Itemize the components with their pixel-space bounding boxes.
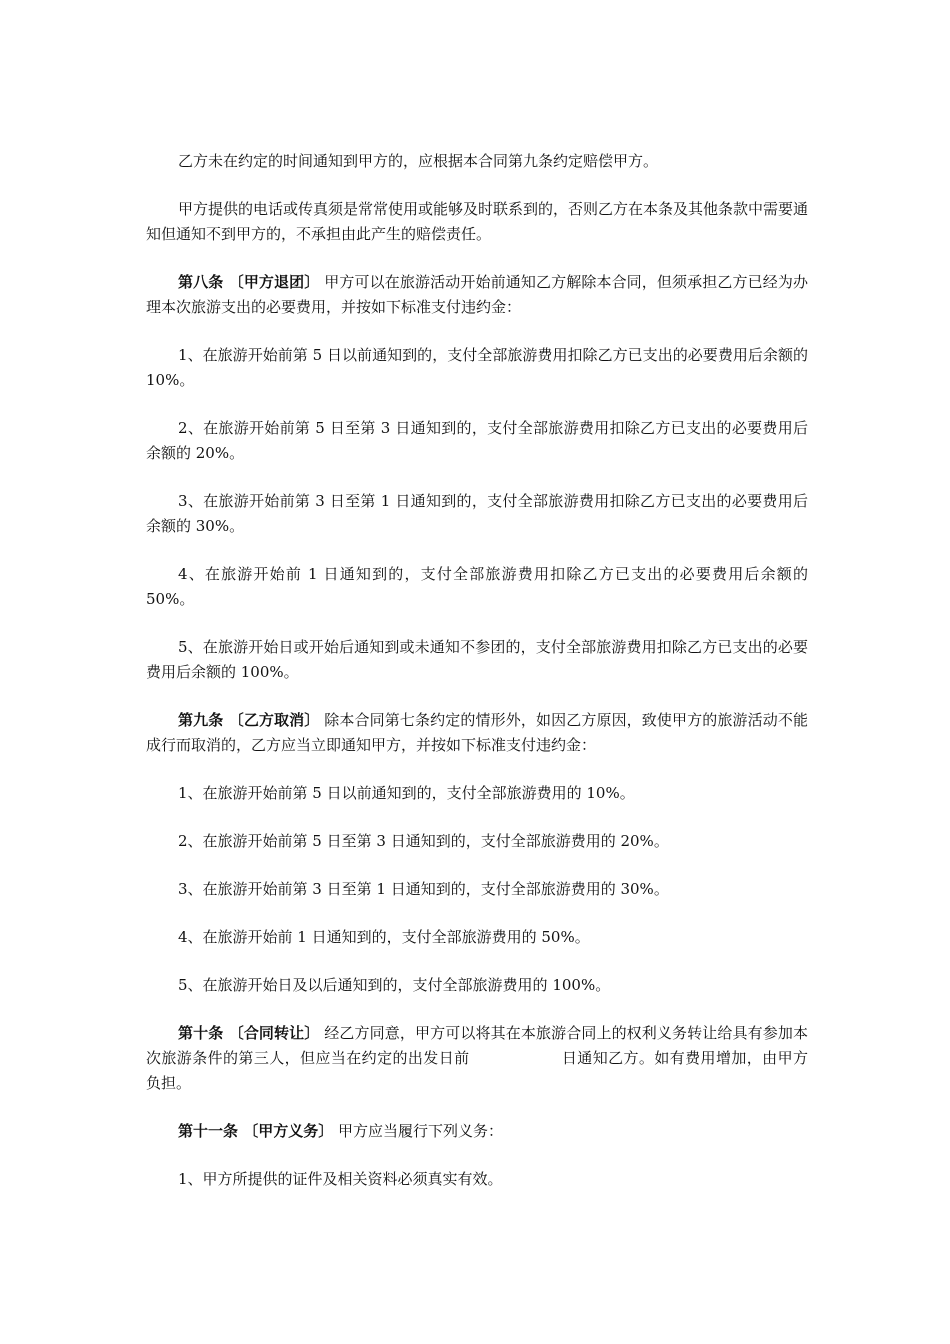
- article-heading: 第八条 〔甲方退团〕: [178, 273, 320, 291]
- paragraph-text-after-blank: 日通知乙方。如有费用增加，由甲方负担。: [146, 1049, 808, 1092]
- paragraph-text: 1、在旅游开始前第 5 日以前通知到的，支付全部旅游费用的 10%。: [178, 784, 635, 802]
- article-10-contract-transfer: [146, 1021, 808, 1096]
- article-8-item-2: [146, 416, 808, 466]
- article-11-party-a-obligations: [146, 1119, 808, 1144]
- article-8-item-1: [146, 343, 808, 393]
- article-8-item-3: [146, 489, 808, 539]
- paragraph-text: 5、在旅游开始日及以后通知到的，支付全部旅游费用的 100%。: [178, 976, 611, 994]
- paragraph-text: 4、在旅游开始前 1 日通知到的，支付全部旅游费用扣除乙方已支出的必要费用后余额的 50%。: [146, 565, 808, 608]
- article-9-item-3: [146, 877, 808, 902]
- paragraph-text: 经乙方同意，甲方可以将其在本旅游合同上的权利义务转让给具有参加本次旅游条件的第三人，但应当在约定的出发日前: [146, 1024, 808, 1067]
- paragraph-text: 5、在旅游开始日或开始后通知到或未通知不参团的，支付全部旅游费用扣除乙方已支出的必要费用后余额的 100%。: [146, 638, 808, 681]
- document-page: [146, 149, 808, 1215]
- article-9-item-2: [146, 829, 808, 854]
- paragraph-text: 甲方提供的电话或传真须是常常使用或能够及时联系到的，否则乙方在本条及其他条款中需要通知但通知不到甲方的，不承担由此产生的赔偿责任。: [146, 200, 809, 243]
- paragraph-text: 3、在旅游开始前第 3 日至第 1 日通知到的，支付全部旅游费用的 30%。: [178, 880, 669, 898]
- paragraph-text: 甲方应当履行下列义务：: [333, 1122, 504, 1140]
- paragraph-text: 2、在旅游开始前第 5 日至第 3 日通知到的，支付全部旅游费用的 20%。: [178, 832, 669, 850]
- article-9-party-b-cancellation: [146, 708, 808, 758]
- article-8-item-5: [146, 635, 808, 685]
- article-heading: 第九条 〔乙方取消〕: [178, 711, 320, 729]
- article-heading: 第十条 〔合同转让〕: [178, 1024, 320, 1042]
- article-8-party-a-withdrawal: [146, 270, 808, 320]
- paragraph-text: 4、在旅游开始前 1 日通知到的，支付全部旅游费用的 50%。: [178, 928, 590, 946]
- article-9-item-4: [146, 925, 808, 950]
- paragraph-notice-compensation: [146, 149, 808, 174]
- article-heading: 第十一条 〔甲方义务〕: [178, 1122, 334, 1140]
- paragraph-text: 2、在旅游开始前第 5 日至第 3 日通知到的，支付全部旅游费用扣除乙方已支出的必要费用后余额的 20%。: [146, 419, 808, 462]
- article-11-item-1: [146, 1167, 808, 1192]
- article-9-item-1: [146, 781, 808, 806]
- paragraph-text: 3、在旅游开始前第 3 日至第 1 日通知到的，支付全部旅游费用扣除乙方已支出的必要费用后余额的 30%。: [146, 492, 808, 535]
- article-8-item-4: [146, 562, 808, 612]
- article-9-item-5: [146, 973, 808, 998]
- paragraph-text: 1、甲方所提供的证件及相关资料必须真实有效。: [178, 1170, 503, 1188]
- paragraph-text: 1、在旅游开始前第 5 日以前通知到的，支付全部旅游费用扣除乙方已支出的必要费用后余额的 10%。: [146, 346, 808, 389]
- paragraph-text: 除本合同第七条约定的情形外，如因乙方原因，致使甲方的旅游活动不能成行而取消的，乙方应当立即通知甲方，并按如下标准支付违约金：: [146, 711, 808, 754]
- paragraph-text: 甲方可以在旅游活动开始前通知乙方解除本合同，但须承担乙方已经为办理本次旅游支出的必要费用，并按如下标准支付违约金：: [146, 273, 808, 316]
- paragraph-text: 乙方未在约定的时间通知到甲方的，应根据本合同第九条约定赔偿甲方。: [178, 152, 659, 170]
- paragraph-contact-info: [146, 197, 808, 247]
